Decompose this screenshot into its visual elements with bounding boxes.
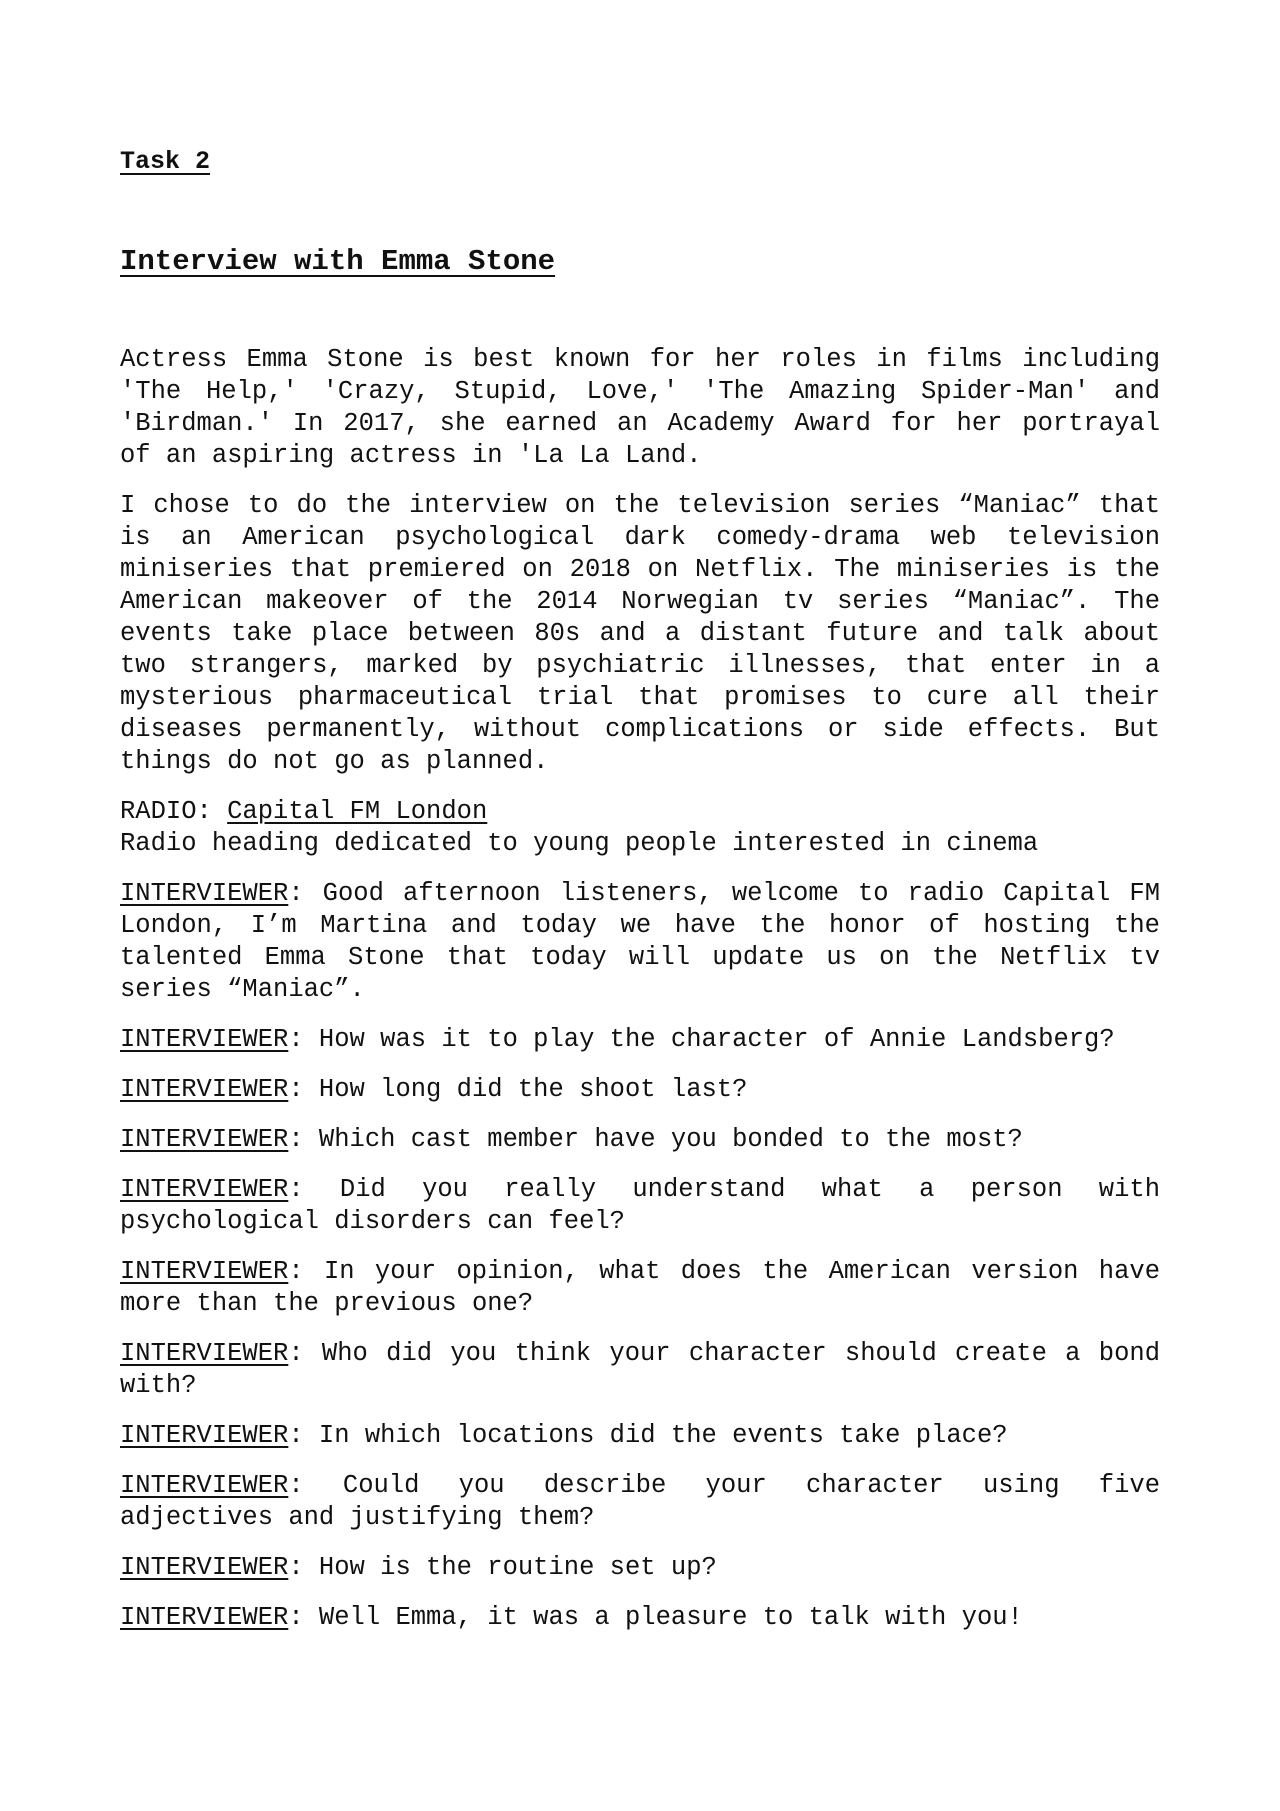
line-text: : In which locations did the events take place? [288, 1421, 1008, 1450]
task-label: Task 2 [120, 147, 211, 176]
line-text: : Did you really understand what a person with psychological disorders can feel? [120, 1175, 1160, 1236]
interview-line [120, 1256, 1160, 1320]
radio-section [120, 796, 1160, 860]
line-text: : Who did you think your character should create a bond with? [120, 1339, 1160, 1400]
speaker-label: INTERVIEWER [120, 1125, 289, 1154]
interview-line [120, 1124, 1160, 1156]
interview-line [120, 1420, 1160, 1452]
speaker-label: INTERVIEWER [120, 879, 289, 908]
speaker-label: INTERVIEWER [120, 1025, 289, 1054]
speaker-label: INTERVIEWER [120, 1257, 289, 1286]
interview-line [120, 1470, 1160, 1534]
interview-line [120, 1024, 1160, 1056]
speaker-label: INTERVIEWER [120, 1471, 289, 1500]
intro-section [120, 344, 1160, 778]
speaker-label: INTERVIEWER [120, 1603, 289, 1632]
radio-description: Radio heading dedicated to young people interested in cinema [120, 829, 1039, 858]
document-page [120, 146, 1160, 1652]
interview-line [120, 1074, 1160, 1106]
line-text: : Good afternoon listeners, welcome to radio Capital FM London, I’m Martina and today we have the honor of hosting the talented Emma Stone that today will update us on the Netflix tv series “Maniac”. [120, 879, 1160, 1004]
interview-lines [120, 878, 1160, 1634]
radio-label: RADIO: [120, 797, 228, 826]
speaker-label: INTERVIEWER [120, 1553, 289, 1582]
speaker-label: INTERVIEWER [120, 1175, 289, 1204]
interview-line [120, 1338, 1160, 1402]
speaker-label: INTERVIEWER [120, 1339, 289, 1368]
line-text: : Well Emma, it was a pleasure to talk with you! [288, 1603, 1023, 1632]
line-text: : How was it to play the character of Annie Landsberg? [288, 1025, 1115, 1054]
line-text: : How long did the shoot last? [288, 1075, 748, 1104]
interview-line [120, 878, 1160, 1006]
interview-line [120, 1602, 1160, 1634]
intro-paragraph-bio: Actress Emma Stone is best known for her roles in films including 'The Help,' 'Crazy, Stupid, Love,' 'The Amazing Spider-Man' and 'Birdman.' In 2017, she earned an Academy Award for her portrayal of an aspiring actress in 'La La Land. [120, 345, 1160, 470]
speaker-label: INTERVIEWER [120, 1075, 289, 1104]
line-text: : How is the routine set up? [288, 1553, 717, 1582]
line-text: : In your opinion, what does the American version have more than the previous one? [120, 1257, 1160, 1318]
line-text: : Could you describe your character using five adjectives and justifying them? [120, 1471, 1160, 1532]
speaker-label: INTERVIEWER [120, 1421, 289, 1450]
document-title: Interview with Emma Stone [120, 245, 556, 278]
interview-line [120, 1552, 1160, 1584]
radio-line [120, 796, 1160, 828]
line-text: : Which cast member have you bonded to the most? [288, 1125, 1023, 1154]
interview-line [120, 1174, 1160, 1238]
radio-station: Capital FM London [227, 797, 488, 826]
intro-paragraph-series: I chose to do the interview on the television series “Maniac” that is an American psychological dark comedy-drama web television miniseries that premiered on 2018 on Netflix. The miniseries is the American makeover of the 2014 Norwegian tv series “Maniac”. The events take place between 80s and a distant future and talk about two strangers, marked by psychiatric illnesses, that enter in a mysterious pharmaceutical trial that promises to cure all their diseases permanently, without complications or side effects. But things do not go as planned. [120, 491, 1160, 776]
